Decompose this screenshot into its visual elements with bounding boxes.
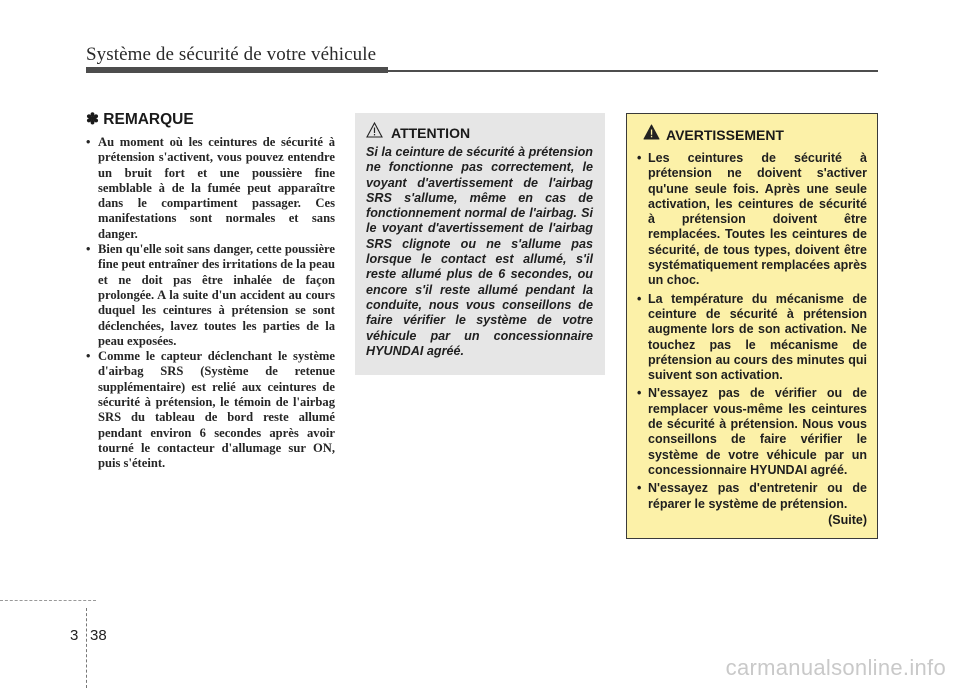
attention-header — [366, 122, 593, 143]
remarque-item: • Bien qu'elle soit sans danger, cette poussière fine peut entraîner des irritations de la peau et ne doit pas être inhalée de façon prolongée. A la suite d'un accident au cours duquel les ceintures à prétension se sont déclenchées, lavez toutes les parties de la peau exposées. — [86, 242, 335, 349]
remarque-section — [86, 110, 335, 472]
page-header-title: Système de sécurité de votre véhicule — [86, 44, 377, 65]
footer-crop-line-horizontal — [0, 600, 96, 601]
header-rule-thin — [388, 70, 878, 72]
remarque-title: ✽ REMARQUE — [86, 111, 194, 128]
warning-triangle-outline-icon — [366, 122, 383, 143]
watermark-text: carmanualsonline.info — [725, 655, 946, 680]
footer-crop-line-vertical — [86, 608, 87, 688]
remarque-item: • Comme le capteur déclenchant le système d'airbag SRS (Système de retenue supplémentaire) est relié aux ceintures de sécurité à prétension, le témoin de l'airbag SRS du tableau de bord reste allumé pendant environ 6 secondes après avoir tourné le contacteur d'allumage sur ON, puis s'éteint. — [86, 349, 335, 471]
avertissement-item: • N'essayez pas d'entretenir ou de réparer le système de prétension. — [637, 481, 867, 512]
avertissement-title: AVERTISSEMENT — [666, 126, 784, 143]
attention-box — [355, 113, 605, 375]
remarque-list — [86, 135, 335, 472]
page-number: 38 — [90, 627, 107, 644]
avertissement-item: • N'essayez pas de vérifier ou de remplacer vous-même les ceintures de sécurité à prétension. Nous vous conseillons de faire vérifier le système de votre véhicule par un concessionnaire HYUNDAI agréé. — [637, 386, 867, 478]
avertissement-header — [637, 124, 867, 145]
attention-title: ATTENTION — [391, 124, 471, 141]
avertissement-list — [637, 151, 867, 512]
header-rule-thick — [86, 67, 388, 73]
warning-triangle-filled-icon — [643, 124, 660, 145]
remarque-item: • Au moment où les ceintures de sécurité à prétension s'activent, vous pouvez entendre un bruit fort et une poussière fine semblable à de la fumée peut apparaître dans le compartiment passager. Ces manifestations sont normales et sans danger. — [86, 135, 335, 242]
suite-label: (Suite) — [828, 512, 867, 527]
chapter-number: 3 — [70, 627, 79, 644]
attention-body: Si la ceinture de sécurité à prétension ne fonctionne pas correctement, le voyant d'avertissement de l'airbag SRS s'allume, même en cas de fonctionnement normal de l'airbag. Si le voyant d'avertissement de l'airbag SRS clignote ou ne s'allume pas lorsque le contact est allumé, s'il reste allumé plus de 6 secondes, ou encore s'il reste allumé pendant la conduite, nous vous conseillons de faire vérifier le système de votre véhicule par un concessionnaire HYUNDAI agréé. — [366, 145, 593, 358]
avertissement-item: • Les ceintures de sécurité à prétension ne doivent s'activer qu'une seule fois. Après une seule activation, les ceintures de sécurité à prétension doivent être remplacées. Toutes les ceintures de sécurité, de tous types, doivent être systématiquement remplacées après un choc. — [637, 151, 867, 289]
avertissement-box — [626, 113, 878, 539]
avertissement-item: • La température du mécanisme de ceinture de sécurité à prétension augmente lors de son activation. Ne touchez pas le mécanisme de prétension au cours des minutes qui suivent son activation. — [637, 292, 867, 384]
